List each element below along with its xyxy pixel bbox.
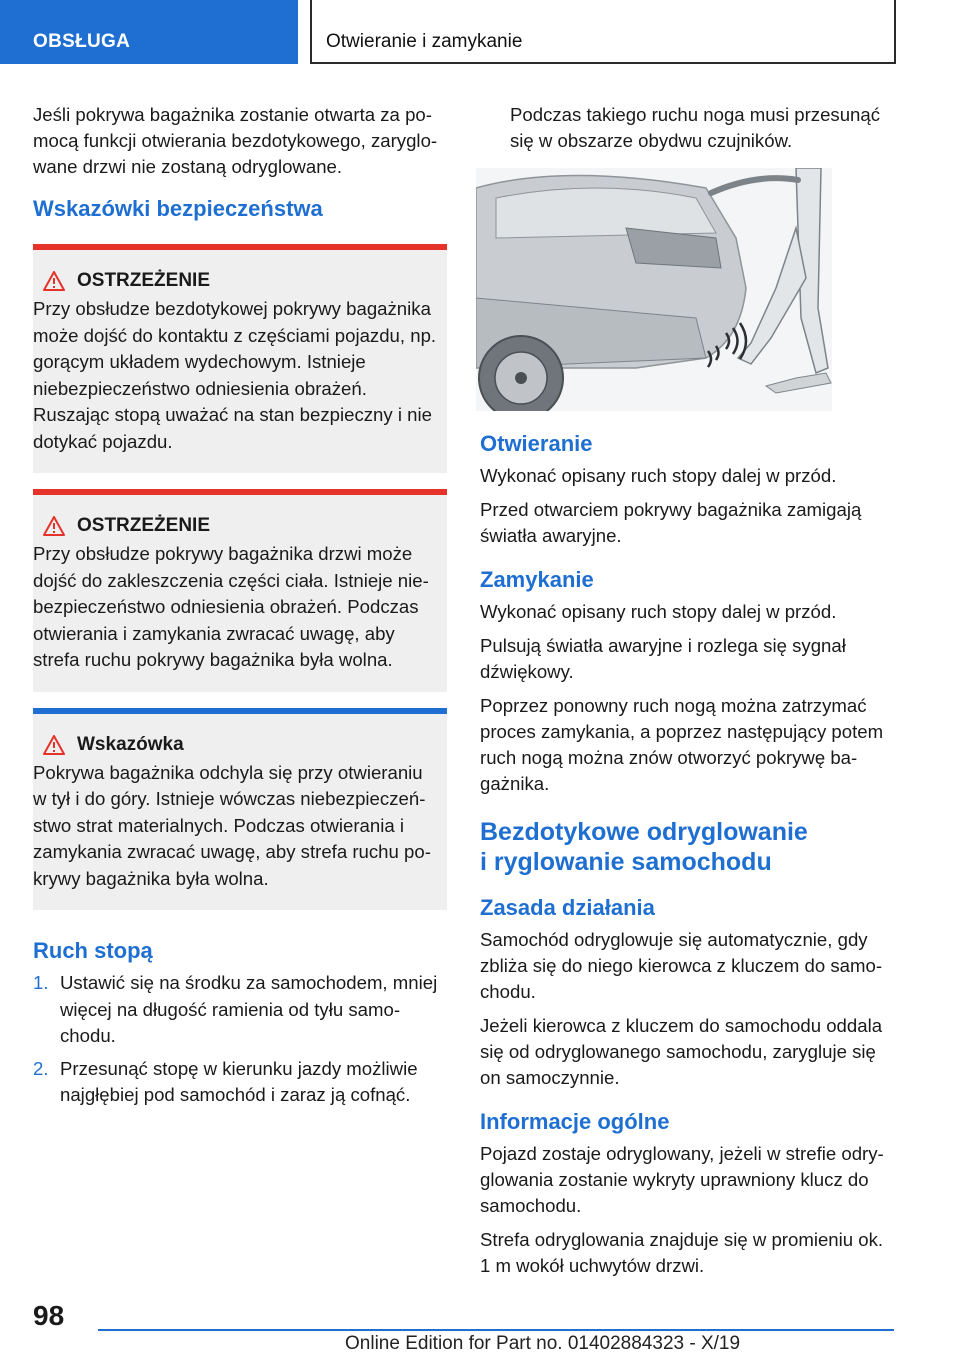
closing-paragraph-3: Poprzez ponowny ruch nogą można zatrzymać proces zamykania, a poprzez następujący potem ruch nogą można znów otworzyć pokrywę bagażnika. — [480, 695, 884, 794]
right-intro: Podczas takiego ruchu noga musi przesunąć się w obszarze obydwu czujników. — [510, 104, 881, 151]
chapter-title: Otwieranie i zamykanie — [310, 0, 896, 64]
closing-paragraph-1: Wykonać opisany ruch stopy dalej w przód. — [480, 601, 837, 622]
step-number: 1. — [33, 972, 49, 993]
warning-label: OSTRZEŻENIE — [77, 270, 211, 291]
closing-heading: Zamykanie — [480, 567, 594, 592]
general-paragraph-2: Strefa odryglowania znajduje się w promieniu ok. 1 m wokół uchwytów drzwi. — [480, 1229, 884, 1276]
keyless-heading — [480, 817, 894, 877]
intro-paragraph: Jeśli pokrywa bagażnika zostanie otwarta za pomocą funkcji otwierania bezdotykowego, zaryglowane drzwi nie zostaną odryglowane. — [33, 104, 438, 177]
kick-sensor-illustration — [476, 168, 832, 411]
warning-label: OSTRZEŻENIE — [77, 515, 211, 536]
section-tab: OBSŁUGA — [0, 0, 298, 64]
keyless-heading-line-2: i ryglowanie samochodu — [480, 848, 772, 876]
warning-title-2 — [33, 495, 439, 541]
warning-triangle-icon — [43, 271, 65, 291]
keyless-heading-line-1: Bezdotykowe odryglowanie — [480, 818, 808, 846]
steps-list — [33, 970, 447, 1109]
notice-title — [33, 714, 439, 760]
footer-edition: Online Edition for Part no. 01402884323 - X/19 — [345, 1333, 741, 1354]
opening-heading: Otwieranie — [480, 431, 593, 456]
warning-triangle-icon — [43, 516, 65, 536]
footer-divider — [98, 1329, 894, 1331]
notice-text: Pokrywa bagażnika odchyla się przy otwieraniu w tył i do góry. Istnieje wówczas niebezpieczeństwo strat materialnych. Podczas otwierania i zamykania zwracać uwagę, aby strefa ruchu pokrywy bagażnika była wolna. — [33, 761, 431, 889]
principle-heading: Zasada działania — [480, 895, 655, 920]
list-item — [33, 1056, 447, 1109]
list-item — [33, 970, 447, 1050]
step-text: Ustawić się na środku za samochodem, mniej więcej na długość ramienia od tyłu samochodu. — [60, 972, 438, 1046]
notice-box — [33, 708, 447, 911]
principle-paragraph-2: Jeżeli kierowca z kluczem do samochodu oddala się od odryglowanego samochodu, zarygluje się on samoczynnie. — [480, 1015, 883, 1088]
opening-paragraph-2: Przed otwarciem pokrywy bagażnika zamigają światła awaryjne. — [480, 499, 862, 546]
opening-paragraph-1: Wykonać opisany ruch stopy dalej w przód. — [480, 465, 837, 486]
page-number: 98 — [33, 1300, 65, 1331]
warning-triangle-icon — [43, 735, 65, 755]
safety-heading: Wskazówki bezpieczeństwa — [33, 196, 323, 221]
warning-text-1: Przy obsłudze bezdotykowej pokrywy bagażnika może dojść do kontaktu z częściami pojazdu, np. gorącym układem wydechowym. Istnieje niebezpieczeństwo odniesienia obrażeń. Ruszając stopą uważać na stan bezpieczny i nie dotykać pojazdu. — [33, 298, 437, 452]
general-paragraph-1: Pojazd zostaje odryglowany, jeżeli w strefie odryglowania zostanie wykryty uprawniony klucz do samochodu. — [480, 1143, 884, 1216]
closing-paragraph-2: Pulsują światła awaryjne i rozlega się sygnał dźwiękowy. — [480, 635, 846, 682]
step-number: 2. — [33, 1057, 49, 1079]
left-column — [33, 102, 447, 1115]
warning-box-1 — [33, 244, 447, 473]
warning-box-2 — [33, 489, 447, 692]
warning-text-2: Przy obsłudze pokrywy bagażnika drzwi może dojść do zakleszczenia części ciała. Istnieje niebezpieczeństwo odniesienia obrażeń. Podczas otwierania i zamykania zwracać uwagę, aby strefa ruchu pokrywy bagażnika była wolna. — [33, 543, 429, 670]
foot-heading: Ruch stopą — [33, 938, 153, 963]
notice-label: Wskazówka — [77, 733, 184, 755]
warning-title-1 — [33, 250, 439, 296]
principle-paragraph-1: Samochód odryglowuje się automatycznie, gdy zbliża się do niego kierowca z kluczem do samochodu. — [480, 929, 883, 1002]
right-column — [480, 102, 894, 1287]
step-text: Przesunąć stopę w kierunku jazdy możliwie najgłębiej pod samochód i zaraz ją cofnąć. — [60, 1057, 418, 1105]
general-heading: Informacje ogólne — [480, 1109, 670, 1134]
